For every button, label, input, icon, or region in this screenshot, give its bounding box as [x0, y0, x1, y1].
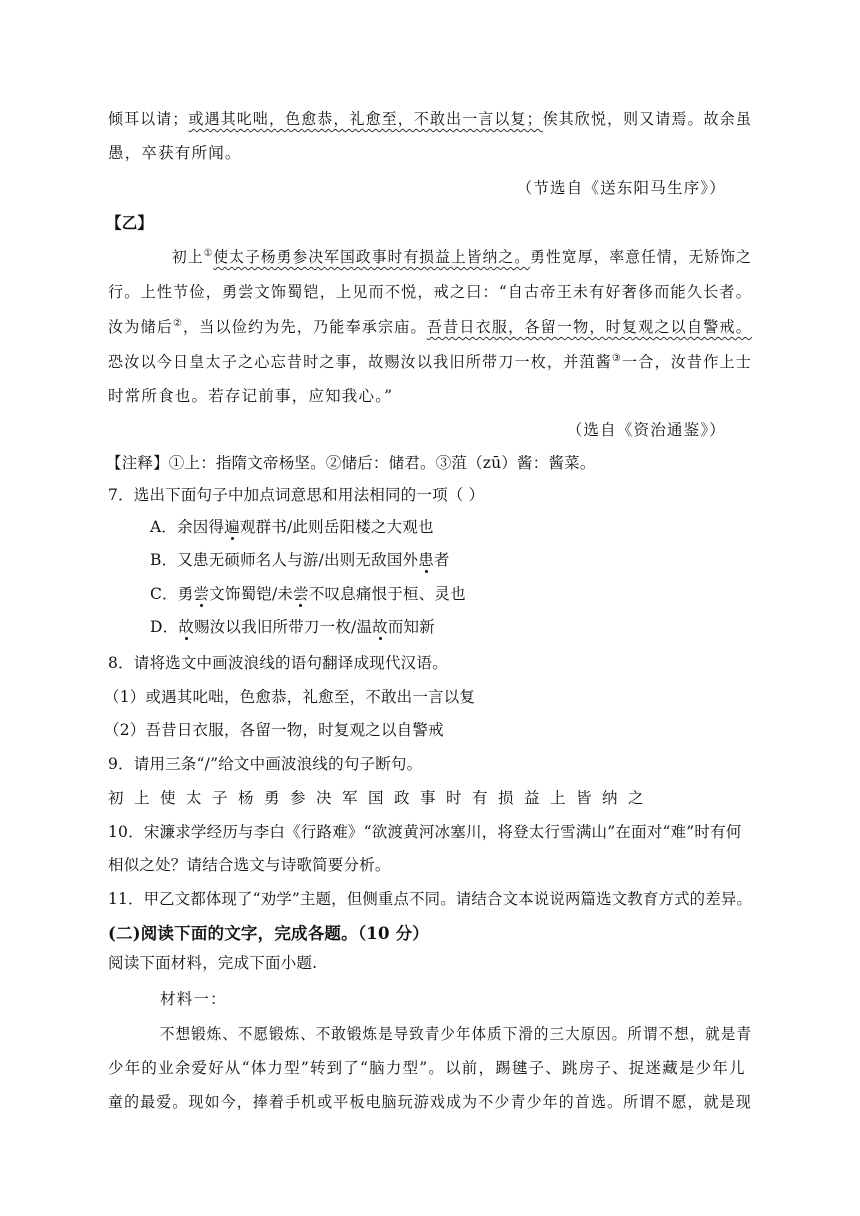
q7-option-d [150, 617, 435, 637]
q7-option-a [150, 517, 434, 537]
note-marker: ③ [612, 352, 622, 364]
question-10-line-2: 相似之处？请结合选文与诗歌简要分析。 [108, 856, 391, 874]
note-marker: ① [203, 247, 214, 259]
option-text: B．又患无硕师名人与游/出则无敌国外 [150, 551, 419, 569]
yi-line-2: 行。上性节俭，勇尝文饰蜀铠，上见而不悦，戒之曰：“自古帝王未有好奢侈而能久长者。 [108, 283, 752, 301]
question-9-stem: 9．请用三条“/”给文中画波浪线的句子断句。 [108, 755, 423, 773]
yi-line-4 [108, 352, 752, 372]
q8-sentence-2: （2）吾昔日衣服，各留一物，时复观之以自警戒 [104, 721, 444, 739]
jia-text: 俟其欣悦，则又请焉。故余虽 [542, 110, 752, 128]
yi-line-5: 时常所食也。若存记前事，应知我心。” [108, 387, 394, 405]
yi-text: 汝为储后 [108, 318, 174, 336]
yi-text: 恐汝以今日皇太子之心忘昔时之事，故赐汝以我旧所带刀一枚，并菹酱 [108, 353, 613, 371]
question-8-stem: 8．请将选文中画波浪线的语句翻译成现代汉语。 [108, 654, 448, 672]
option-text: 而知新 [387, 618, 435, 636]
option-text: A．余因得 [150, 518, 225, 536]
jia-paragraph-line-2: 愚，卒获有所闻。 [108, 144, 242, 162]
yi-line-3 [108, 317, 752, 337]
question-10-line-1: 10．宋濂求学经历与李白《行路难》“欲渡黄河冰塞川，将登太行雪满山”在面对“难”时有何 [108, 823, 742, 841]
dotted-word: 患 [418, 551, 434, 569]
jia-source: （节选自《送东阳马生序》） [516, 179, 726, 197]
question-11: 11．甲乙文都体现了“劝学”主题，但侧重点不同。请结合文本说说两篇选文教育方式的差异。 [108, 890, 753, 908]
dotted-word: 尝 [293, 585, 309, 603]
q7-option-b [150, 550, 450, 570]
option-text: D． [150, 618, 179, 636]
yi-line-1 [172, 247, 752, 267]
q8-sentence-1: （1）或遇其叱咄，色愈恭，礼愈至，不敢出一言以复 [104, 688, 476, 706]
yi-text: 初上 [172, 248, 204, 266]
dotted-word: 尝 [193, 585, 210, 603]
jia-paragraph-line-1 [108, 109, 752, 129]
yi-text: 勇性宽厚，率意任情，无矫饰之 [530, 248, 752, 266]
option-text: 者 [433, 551, 450, 569]
jia-wavy-sentence: 或遇其叱咄，色愈恭，礼愈至，不敢出一言以复； [188, 110, 543, 128]
option-text: 赐汝以我旧所带刀一枚/温 [194, 618, 373, 636]
section-2-heading: (二)阅读下面的文字，完成各题。（10 分） [108, 924, 429, 943]
section-2-intro: 阅读下面材料，完成下面小题. [108, 954, 318, 972]
dotted-word: 故 [178, 618, 195, 636]
yi-wavy-sentence-1: 使太子杨勇参决军国政事时有损益上皆纳之。 [213, 248, 531, 266]
yi-heading: 【乙】 [106, 213, 154, 232]
question-7-stem: 7．选出下面句子中加点词意思和用法相同的一项（ ） [108, 486, 485, 504]
dotted-word: 遍 [224, 518, 240, 536]
q9-sentence: 初上使太子杨勇参决军国政事时有损益上皆纳之 [108, 789, 655, 807]
yi-source: （选自《资治通鉴》） [566, 421, 726, 439]
material-1-line-3: 童的最爱。现如今，捧着手机或平板电脑玩游戏成为不少青少年的首选。所谓不愿，就是现 [108, 1093, 752, 1111]
option-text: 观群书/此则岳阳楼之大观也 [239, 518, 434, 536]
jia-text: 倾耳以请； [108, 110, 189, 128]
material-1-label: 材料一： [160, 990, 227, 1008]
material-1-line-1: 不想锻炼、不愿锻炼、不敢锻炼是导致青少年体质下滑的三大原因。所谓不想，就是青 [160, 1025, 753, 1043]
notes: 【注释】①上：指隋文帝杨坚。②储后：储君。③菹（zū）酱：酱菜。 [106, 454, 596, 472]
note-marker: ② [173, 317, 183, 329]
material-1-line-2: 少年的业余爱好从“体力型”转到了“脑力型”。以前，踢毽子、跳房子、捉迷藏是少年儿 [108, 1059, 746, 1077]
option-text: C．勇 [150, 585, 194, 603]
yi-wavy-sentence-2: 吾昔日衣服，各留一物，时复观之以自警戒。 [426, 318, 752, 336]
option-text: 文饰蜀铠/未 [209, 585, 294, 603]
dotted-word: 故 [372, 618, 388, 636]
q7-option-c [150, 584, 466, 604]
yi-text: 一合，汝昔作上士 [621, 353, 753, 371]
yi-text: ，当以俭约为先，乃能奉承宗庙。 [182, 318, 427, 336]
option-text: 不叹息痛恨于桓、灵也 [308, 585, 466, 603]
